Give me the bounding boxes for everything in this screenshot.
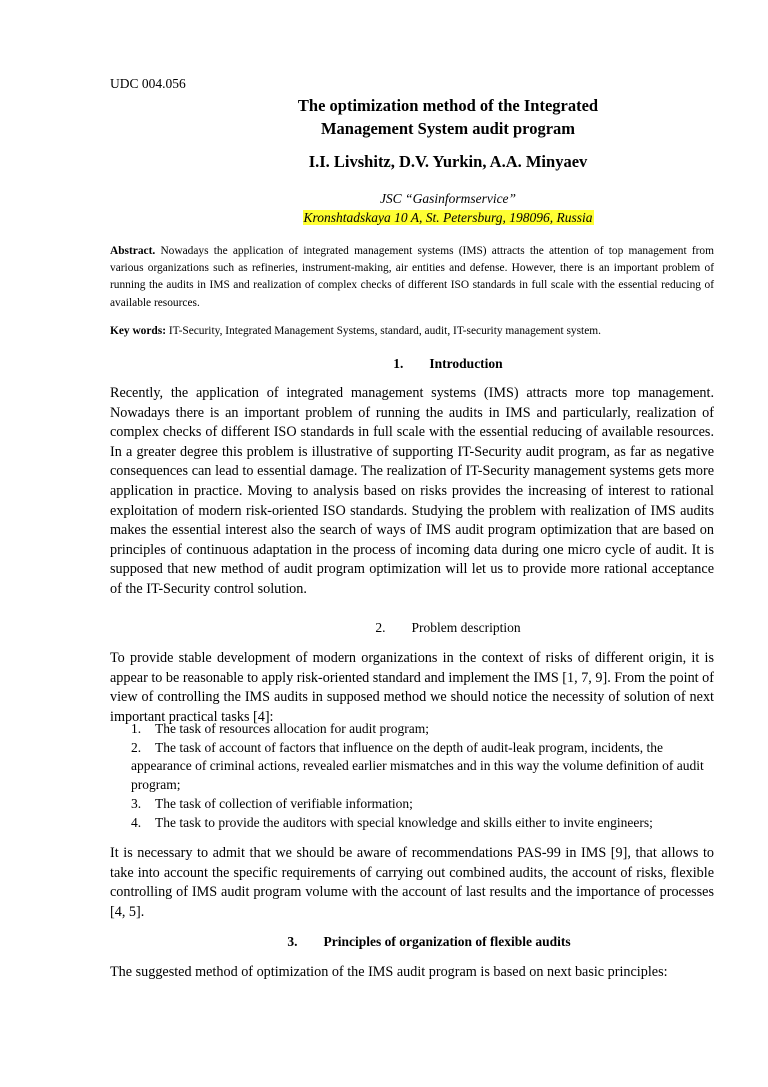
list-item [131,739,714,795]
keywords-label: Key words: [110,325,166,337]
udc-code: UDC 004.056 [110,76,186,91]
section-heading-introduction [110,356,714,372]
list-item-text: The task to provide the auditors with special knowledge and skills either to invite engineers; [155,814,653,830]
list-item-text: The task of resources allocation for audit program; [155,721,430,736]
authors: I.I. Livshitz, D.V. Yurkin, A.A. Minyaev [308,152,588,171]
keywords [110,323,714,340]
abstract-text: Nowadays the application of integrated management systems (IMS) attracts the attention of top management from various organizations such as refineries, instrument-making, air entities and defense. However, there is an important problem of running the audits in IMS and realization of complex checks of different ISO standards in full scale with the essential reducing of available resources. [110,245,714,309]
section-number: 2. [375,620,386,635]
section-title: Introduction [429,356,503,371]
list-item-text: The task of account of factors that influence on the depth of audit-leak program, incidents, the appearance of criminal actions, revealed earlier mismatches and in this way the volume definition of audit program; [131,739,704,793]
affiliation-org: JSC “Gasinformservice” [379,191,517,206]
title-line-2: Management System audit program [320,119,576,138]
intro-paragraph: Recently, the application of integrated management systems (IMS) attracts more top management. Nowadays there is an important problem of running the audits in IMS and particularly, realization of complex checks of different ISO standards in full scale with the essential reducing of available resources. In a greater degree this problem is illustrative of supporting IT-Security audit program, as far as negative consequences can lead to essential damage. The realization of IT-Security management systems gets more application in practice. Moving to analysis based on risks provides the increasing of interest to rational exploitation of modern risk-oriented ISO standards. Studying the problem with realization of IMS audits makes the essential interest also the search of ways of IMS audit program optimization that are based on principles of continuous adaptation in the process of incoming data during one micro cycle of audit. It is supposed that new method of audit program optimization will let us to provide more rational acceptance of the IT-Security control solution. [110,385,714,597]
problem-paragraph: To provide stable development of modern organizations in the context of risks of different origin, it is appear to be reasonable to apply risk-oriented standard and implement the IMS [1, 7, 9]. From the point of view of controlling the IMS audits in supposed method we should notice the necessity of solution of next important practical tasks [4]: [110,650,714,725]
affiliation-address: Kronshtadskaya 10 A, St. Petersburg, 198096, Russia [303,210,593,225]
list-item-number: 4. [131,814,142,830]
section-title: Problem description [411,620,521,635]
task-list [131,720,714,832]
list-item-number: 3. [131,795,142,811]
list-item [131,814,714,833]
section-number: 1. [393,356,404,371]
section-heading-problem [110,620,714,636]
section-number: 3. [287,934,298,949]
paper-title [110,94,714,140]
section-title: Principles of organization of flexible audits [323,934,571,949]
keywords-text: IT-Security, Integrated Management Systems, standard, audit, IT-security management system. [168,325,601,337]
abstract [110,243,714,312]
section-heading-principles [110,934,714,950]
affiliation [110,189,714,227]
title-line-1: The optimization method of the Integrated [297,96,599,115]
principles-paragraph: The suggested method of optimization of the IMS audit program is based on next basic principles: [110,964,668,980]
list-item-number: 1. [131,721,142,736]
list-item-text: The task of collection of verifiable information; [155,795,413,811]
list-item-number: 2. [131,739,142,755]
list-item [131,720,714,739]
abstract-label: Abstract. [110,245,156,257]
list-item [131,795,714,814]
pas-paragraph: It is necessary to admit that we should be aware of recommendations PAS-99 in IMS [9], that allows to take into account the specific requirements of carrying out combined audits, the account of risks, flexible controlling of IMS audit program volume with the account of last results and the importance of processes [4, 5]. [110,845,714,920]
